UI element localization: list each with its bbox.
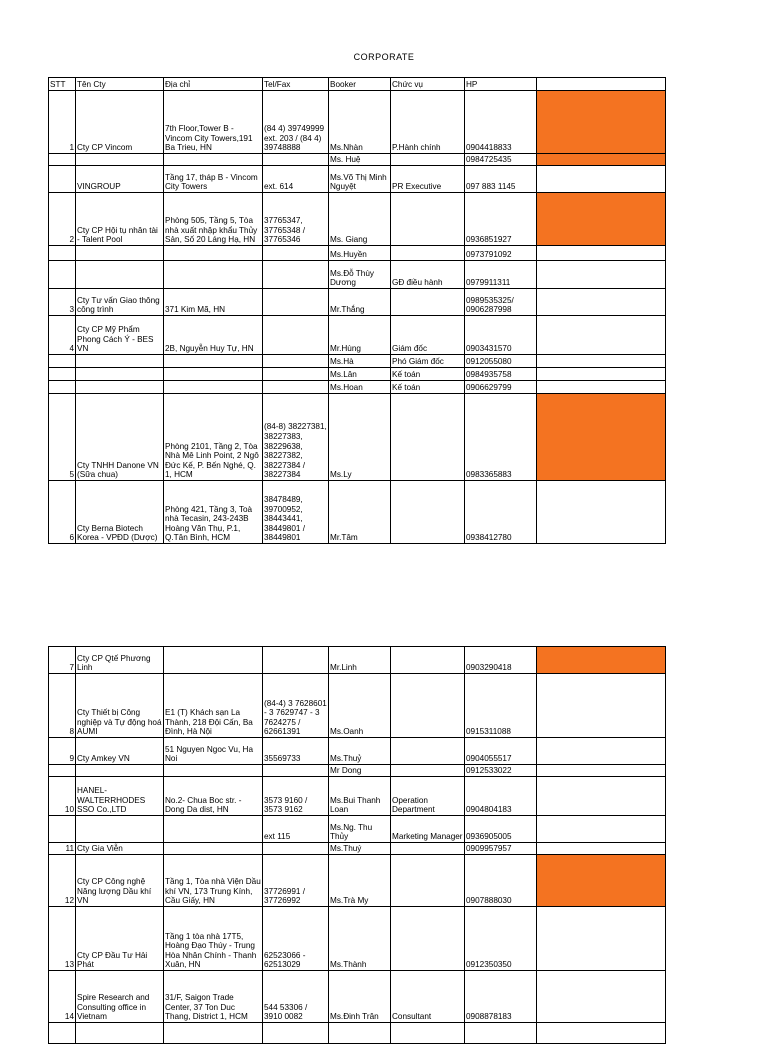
position-cell: [391, 647, 465, 674]
phone-cell: 0984725435: [465, 154, 537, 166]
stt-cell: 11: [49, 843, 76, 855]
booker-cell: Ms.Lân: [329, 368, 391, 381]
booker-cell: Mr.Hùng: [329, 316, 391, 355]
table-row: [49, 971, 666, 1023]
tel-fax-cell: [263, 765, 329, 777]
table-row: [49, 261, 666, 289]
company-cell: [76, 765, 164, 777]
position-cell: [391, 289, 465, 316]
header-stt-cell: STT: [49, 78, 76, 91]
company-cell: Cty CP Hội tụ nhân tài - Talent Pool: [76, 193, 164, 246]
address-cell: Phòng 505, Tầng 5, Tòa nhà xuất nhập khẩu Thủy Sản, Số 20 Láng Hạ, HN: [164, 193, 263, 246]
stt-cell: [49, 261, 76, 289]
company-cell: Cty CP Vincom: [76, 91, 164, 154]
highlight-cell: [537, 261, 666, 289]
company-cell: [76, 1023, 164, 1044]
tel-fax-cell: [263, 843, 329, 855]
phone-cell: 0973791092: [465, 246, 537, 261]
stt-cell: 6: [49, 481, 76, 544]
tel-fax-cell: 544 53306 / 3910 0082: [263, 971, 329, 1023]
table-row: [49, 777, 666, 816]
address-cell: Tầng 17, tháp B - Vincom City Towers: [164, 166, 263, 193]
tel-fax-cell: [263, 368, 329, 381]
position-cell: Kế toán: [391, 368, 465, 381]
table-row: [49, 289, 666, 316]
highlight-cell: [537, 368, 666, 381]
position-cell: [391, 1023, 465, 1044]
phone-cell: 0904055517: [465, 738, 537, 765]
company-cell: Cty TNHH Danone VN (Sữa chua): [76, 394, 164, 481]
tel-fax-cell: 38478489, 39700952, 38443441, 38449801 / 38449801: [263, 481, 329, 544]
booker-cell: Mr.Linh: [329, 647, 391, 674]
header-company-cell: Tên Cty: [76, 78, 164, 91]
position-cell: [391, 855, 465, 907]
phone-cell: 0938412780: [465, 481, 537, 544]
stt-cell: [49, 1023, 76, 1044]
table-row: [49, 355, 666, 368]
company-cell: Cty CP Đầu Tư Hải Phát: [76, 907, 164, 971]
company-cell: Cty Gia Viễn: [76, 843, 164, 855]
booker-cell: [329, 1023, 391, 1044]
highlight-cell: [537, 91, 666, 154]
phone-cell: 0983365883: [465, 394, 537, 481]
position-cell: Marketing Manager: [391, 816, 465, 843]
table-row: [49, 394, 666, 481]
company-cell: [76, 246, 164, 261]
corporate-table-2: [48, 646, 666, 1044]
tel-fax-cell: [263, 261, 329, 289]
company-cell: VINGROUP: [76, 166, 164, 193]
stt-cell: 8: [49, 674, 76, 738]
table-row: [49, 154, 666, 166]
highlight-cell: [537, 674, 666, 738]
position-cell: [391, 154, 465, 166]
booker-cell: Ms. Huệ: [329, 154, 391, 166]
position-cell: [391, 843, 465, 855]
phone-cell: 0903290418: [465, 647, 537, 674]
tel-fax-cell: 35569733: [263, 738, 329, 765]
header-tel-fax-cell: Tel/Fax: [263, 78, 329, 91]
position-cell: [391, 674, 465, 738]
booker-cell: Ms.Ly: [329, 394, 391, 481]
company-cell: Cty Amkey VN: [76, 738, 164, 765]
highlight-cell: [537, 647, 666, 674]
stt-cell: 7: [49, 647, 76, 674]
stt-cell: 4: [49, 316, 76, 355]
table-row: [49, 316, 666, 355]
booker-cell: Mr Dong: [329, 765, 391, 777]
phone-cell: 0912350350: [465, 907, 537, 971]
address-cell: [164, 843, 263, 855]
tel-fax-cell: [263, 1023, 329, 1044]
table-row: [49, 674, 666, 738]
booker-cell: Mr.Thắng: [329, 289, 391, 316]
tel-fax-cell: (84-8) 38227381, 38227383, 38229638, 38227382, 38227384 / 38227384: [263, 394, 329, 481]
booker-cell: Ms.Võ Thị Minh Nguyệt: [329, 166, 391, 193]
phone-cell: 0989535325/ 0906287998: [465, 289, 537, 316]
tel-fax-cell: (84 4) 39749999 ext. 203 / (84 4) 39748888: [263, 91, 329, 154]
table-row: [49, 816, 666, 843]
header-position-cell: Chức vụ: [391, 78, 465, 91]
highlight-cell: [537, 907, 666, 971]
company-cell: [76, 381, 164, 394]
phone-cell: 0912533022: [465, 765, 537, 777]
table-row: [49, 1023, 666, 1044]
tel-fax-cell: 3573 9160 / 3573 9162: [263, 777, 329, 816]
address-cell: Tầng 1, Tòa nhà Viện Dầu khí VN, 173 Trung Kính, Cầu Giấy, HN: [164, 855, 263, 907]
phone-cell: 0936851927: [465, 193, 537, 246]
address-cell: 371 Kim Mã, HN: [164, 289, 263, 316]
address-cell: [164, 381, 263, 394]
booker-cell: Ms.Thành: [329, 907, 391, 971]
address-cell: E1 (T) Khách sạn La Thành, 218 Đội Cấn, Ba Đình, Hà Nội: [164, 674, 263, 738]
address-cell: 51 Nguyen Ngoc Vu, Ha Noi: [164, 738, 263, 765]
phone-cell: 0984935758: [465, 368, 537, 381]
address-cell: [164, 261, 263, 289]
tel-fax-cell: [263, 316, 329, 355]
header-highlight-cell: [537, 78, 666, 91]
tel-fax-cell: 37765347, 37765348 / 37765346: [263, 193, 329, 246]
phone-cell: 0936905005: [465, 816, 537, 843]
table-row: [49, 193, 666, 246]
phone-cell: 0904804183: [465, 777, 537, 816]
booker-cell: Ms.Bui Thanh Loan: [329, 777, 391, 816]
highlight-cell: [537, 971, 666, 1023]
tel-fax-cell: ext. 614: [263, 166, 329, 193]
address-cell: [164, 368, 263, 381]
phone-cell: 0915311088: [465, 674, 537, 738]
position-cell: P.Hành chính: [391, 91, 465, 154]
address-cell: [164, 355, 263, 368]
booker-cell: Ms.Oanh: [329, 674, 391, 738]
phone-cell: 0909957957: [465, 843, 537, 855]
booker-cell: Ms.Trà My: [329, 855, 391, 907]
stt-cell: 12: [49, 855, 76, 907]
position-cell: [391, 481, 465, 544]
company-cell: [76, 816, 164, 843]
company-cell: HANEL-WALTERRHODES SSO Co.,LTD: [76, 777, 164, 816]
booker-cell: Ms.Hà: [329, 355, 391, 368]
position-cell: [391, 907, 465, 971]
address-cell: Phòng 421, Tầng 3, Toà nhà Tecasin, 243-243B Hoàng Văn Thụ, P.1, Q.Tân Bình, HCM: [164, 481, 263, 544]
booker-cell: Ms.Thuỷ: [329, 738, 391, 765]
tel-fax-cell: [263, 381, 329, 394]
highlight-cell: [537, 777, 666, 816]
position-cell: [391, 738, 465, 765]
phone-cell: 0904418833: [465, 91, 537, 154]
address-cell: [164, 765, 263, 777]
phone-cell: 0907888030: [465, 855, 537, 907]
highlight-cell: [537, 394, 666, 481]
corporate-table-1: [48, 77, 666, 544]
company-cell: Cty CP Công nghệ Năng lượng Dầu khí VN: [76, 855, 164, 907]
booker-cell: Ms.Đinh Trân: [329, 971, 391, 1023]
company-cell: Spire Research and Consulting office in Vietnam: [76, 971, 164, 1023]
tel-fax-cell: 37726991 / 37726992: [263, 855, 329, 907]
address-cell: [164, 154, 263, 166]
highlight-cell: [537, 1023, 666, 1044]
tel-fax-cell: [263, 647, 329, 674]
highlight-cell: [537, 193, 666, 246]
stt-cell: [49, 246, 76, 261]
position-cell: Kế toán: [391, 381, 465, 394]
stt-cell: 3: [49, 289, 76, 316]
position-cell: Operation Department: [391, 777, 465, 816]
booker-cell: Ms.Đỗ Thùy Dương: [329, 261, 391, 289]
table-row: [49, 647, 666, 674]
highlight-cell: [537, 246, 666, 261]
stt-cell: 10: [49, 777, 76, 816]
stt-cell: [49, 381, 76, 394]
address-cell: 2B, Nguyễn Huy Tự, HN: [164, 316, 263, 355]
phone-cell: 0906629799: [465, 381, 537, 394]
stt-cell: 1: [49, 91, 76, 154]
address-cell: Tầng 1 tòa nhà 17T5, Hoàng Đạo Thúy - Trung Hòa Nhân Chính - Thanh Xuân, HN: [164, 907, 263, 971]
tel-fax-cell: ext 115: [263, 816, 329, 843]
company-cell: Cty Tư vấn Giao thông công trình: [76, 289, 164, 316]
highlight-cell: [537, 166, 666, 193]
company-cell: Cty CP Qtế Phương Linh: [76, 647, 164, 674]
position-cell: [391, 193, 465, 246]
phone-cell: 097 883 1145: [465, 166, 537, 193]
table-row: [49, 907, 666, 971]
highlight-cell: [537, 816, 666, 843]
phone-cell: 0903431570: [465, 316, 537, 355]
position-cell: PR Executive: [391, 166, 465, 193]
address-cell: 31/F, Saigon Trade Center, 37 Ton Duc Thang, District 1, HCM: [164, 971, 263, 1023]
stt-cell: [49, 154, 76, 166]
table-row: [49, 765, 666, 777]
header-address-cell: Địa chỉ: [164, 78, 263, 91]
phone-cell: 0912055080: [465, 355, 537, 368]
company-cell: [76, 154, 164, 166]
phone-cell: 0908878183: [465, 971, 537, 1023]
booker-cell: Ms. Giang: [329, 193, 391, 246]
table-row: [49, 368, 666, 381]
phone-cell: [465, 1023, 537, 1044]
booker-cell: Ms.Thuý: [329, 843, 391, 855]
highlight-cell: [537, 855, 666, 907]
table-row: [49, 381, 666, 394]
highlight-cell: [537, 843, 666, 855]
stt-cell: 2: [49, 193, 76, 246]
table-row: [49, 481, 666, 544]
booker-cell: Ms.Nhàn: [329, 91, 391, 154]
booker-cell: Ms.Ng. Thu Thủy: [329, 816, 391, 843]
table-row: [49, 738, 666, 765]
stt-cell: [49, 765, 76, 777]
tel-fax-cell: (84-4) 3 7628601 - 3 7629747 - 3 7624275 / 62661391: [263, 674, 329, 738]
address-cell: [164, 816, 263, 843]
header-booker-cell: Booker: [329, 78, 391, 91]
table-row: [49, 91, 666, 154]
stt-cell: [49, 368, 76, 381]
table-row: [49, 843, 666, 855]
stt-cell: [49, 355, 76, 368]
phone-cell: 0979911311: [465, 261, 537, 289]
company-cell: [76, 355, 164, 368]
highlight-cell: [537, 738, 666, 765]
highlight-cell: [537, 381, 666, 394]
position-cell: Phó Giám đốc: [391, 355, 465, 368]
stt-cell: 9: [49, 738, 76, 765]
stt-cell: [49, 816, 76, 843]
highlight-cell: [537, 765, 666, 777]
position-cell: GĐ điều hành: [391, 261, 465, 289]
tel-fax-cell: [263, 289, 329, 316]
table-row: [49, 166, 666, 193]
table-row: [49, 246, 666, 261]
tel-fax-cell: [263, 355, 329, 368]
tel-fax-cell: [263, 154, 329, 166]
stt-cell: 5: [49, 394, 76, 481]
stt-cell: [49, 166, 76, 193]
highlight-cell: [537, 481, 666, 544]
address-cell: [164, 1023, 263, 1044]
company-cell: [76, 368, 164, 381]
highlight-cell: [537, 154, 666, 166]
position-cell: Consultant: [391, 971, 465, 1023]
tel-fax-cell: 62523066 - 62513029: [263, 907, 329, 971]
address-cell: [164, 647, 263, 674]
page-title: CORPORATE: [353, 52, 415, 62]
company-cell: Cty CP Mỹ Phẩm Phong Cách Ý - BES VN: [76, 316, 164, 355]
booker-cell: Ms.Huyền: [329, 246, 391, 261]
address-cell: No.2- Chua Boc str. - Dong Da dist, HN: [164, 777, 263, 816]
position-cell: [391, 394, 465, 481]
position-cell: [391, 765, 465, 777]
company-cell: [76, 261, 164, 289]
position-cell: Giám đốc: [391, 316, 465, 355]
company-cell: Cty Thiết bị Công nghiệp và Tự động hoá AUMI: [76, 674, 164, 738]
tel-fax-cell: [263, 246, 329, 261]
highlight-cell: [537, 355, 666, 368]
stt-cell: 13: [49, 907, 76, 971]
company-cell: Cty Berna Biotech Korea - VPĐD (Dược): [76, 481, 164, 544]
header-row: [49, 78, 666, 91]
address-cell: [164, 246, 263, 261]
stt-cell: 14: [49, 971, 76, 1023]
highlight-cell: [537, 289, 666, 316]
booker-cell: Mr.Tâm: [329, 481, 391, 544]
address-cell: 7th Floor,Tower B - Vincom City Towers,191 Ba Trieu, HN: [164, 91, 263, 154]
booker-cell: Ms.Hoan: [329, 381, 391, 394]
highlight-cell: [537, 316, 666, 355]
table-row: [49, 855, 666, 907]
header-phone-cell: HP: [465, 78, 537, 91]
position-cell: [391, 246, 465, 261]
address-cell: Phòng 2101, Tầng 2, Tòa Nhà Mê Linh Point, 2 Ngô Đức Kế, P. Bến Nghé, Q. 1, HCM: [164, 394, 263, 481]
